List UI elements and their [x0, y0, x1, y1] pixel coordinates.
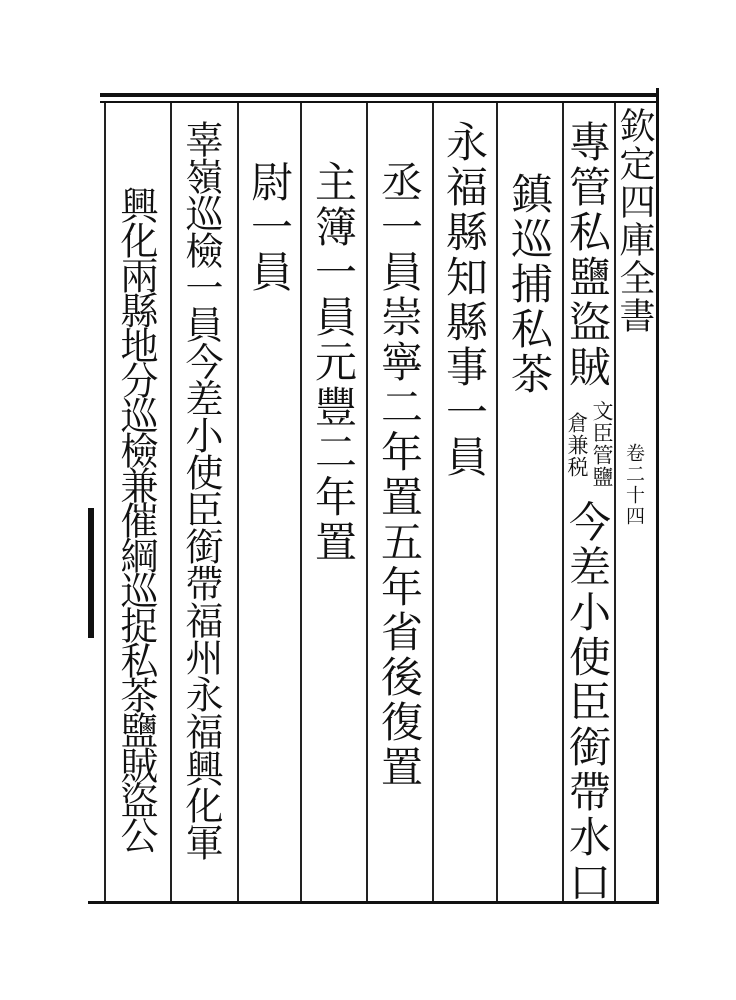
book-title: 欽定四庫全書 — [614, 107, 655, 335]
text-column-4: 丞一員崇寧二年置五年省後復置 — [375, 160, 424, 790]
text-column-6: 尉一員 — [245, 160, 294, 295]
text-column-3: 永福縣知縣事一員 — [440, 120, 489, 480]
page-header-column — [614, 103, 656, 901]
right-border-rule — [656, 88, 659, 904]
column-divider — [432, 103, 434, 901]
top-border-rule — [100, 93, 658, 97]
text-column-2: 鎮巡捕私茶 — [505, 172, 554, 397]
column-divider — [496, 103, 498, 901]
text-column-5: 主簿一員元豐二年置 — [309, 160, 358, 565]
annotation-left: 倉兼税 — [565, 412, 589, 478]
text-column-7: 辜嶺巡檢一員今差小使臣銜帶福州永福興化軍 — [179, 120, 223, 860]
left-edge-mark — [88, 508, 94, 638]
volume-label: 卷二十四 — [623, 443, 645, 527]
column-divider — [170, 103, 172, 901]
column-divider — [366, 103, 368, 901]
column-divider — [300, 103, 302, 901]
top-border-inner-rule — [100, 101, 658, 103]
text-column-1-top: 專管私鹽盜賊 — [563, 120, 612, 390]
column-divider — [237, 103, 239, 901]
annotation-right: 文臣管鹽 — [590, 400, 614, 488]
column-divider — [104, 103, 106, 901]
text-column-8: 興化兩縣地分巡檢兼催綱巡捉私茶鹽賊盜公 — [114, 186, 158, 851]
text-column-1-bottom: 今差小使臣銜帶水口 — [563, 500, 612, 905]
